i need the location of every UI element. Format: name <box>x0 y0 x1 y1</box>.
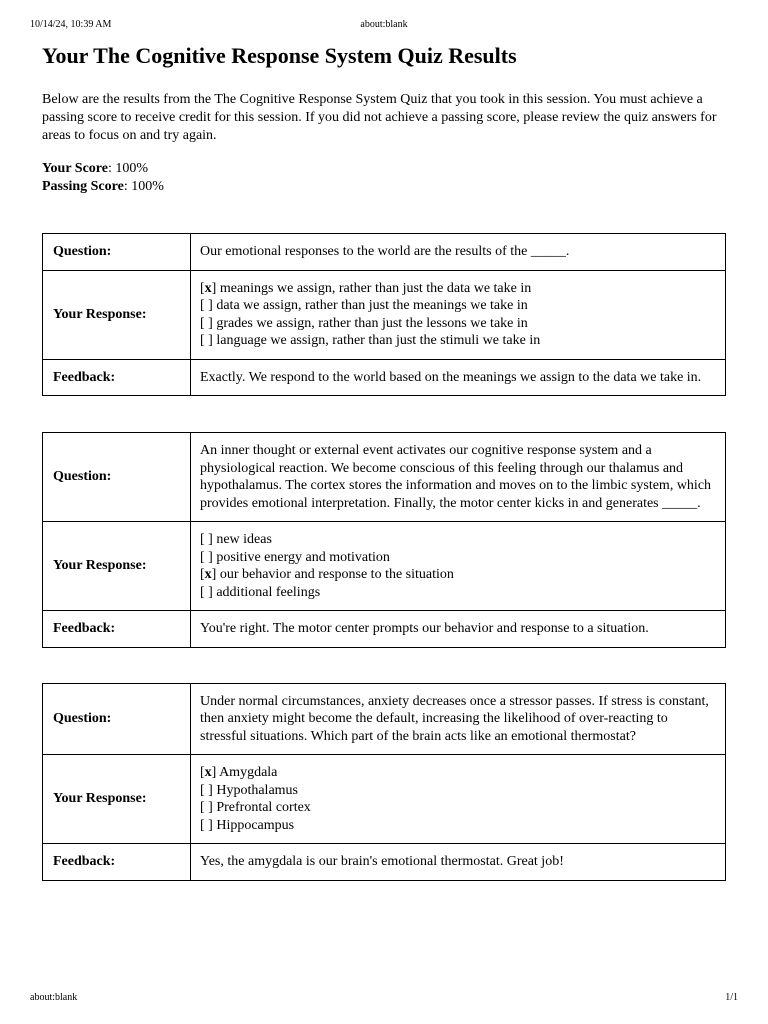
option-text: data we assign, rather than just the meanings we take in <box>212 298 528 313</box>
passing-score <box>42 178 726 196</box>
option-item: [x] meanings we assign, rather than just the data we take in <box>200 280 532 296</box>
passing-score-value: : 100% <box>123 179 164 194</box>
option-text: Hypothalamus <box>212 782 298 798</box>
question-text: Under normal circumstances, anxiety decreases once a stressor passes. If stress is constant, then anxiety might become the default, increasing the likelihood of over-reacting to stressful situations. Which part of the brain acts like an emotional thermostat? <box>191 683 726 755</box>
quiz-results <box>42 41 726 881</box>
feedback-text: Yes, the amygdala is our brain's emotional thermostat. Great job! <box>191 844 726 881</box>
score-summary <box>42 160 726 196</box>
intro-paragraph: Below are the results from the The Cognitive Response System Quiz that you took in this session. You must achieve a passing score to receive credit for this session. If you did not achieve a passing score, please review the quiz answers for areas to focus on and try again. <box>42 92 717 143</box>
option-text: Amygdala <box>216 765 278 780</box>
option-mark <box>205 800 209 815</box>
feedback-row <box>43 611 726 648</box>
option-text: positive energy and motivation <box>212 549 390 565</box>
feedback-label: Feedback: <box>43 844 191 881</box>
footer-url: about:blank <box>30 992 78 1003</box>
option-mark <box>205 550 209 565</box>
option-item: [ ] new ideas <box>200 532 272 547</box>
option-item: [ ] additional feelings <box>200 584 321 600</box>
response-options <box>191 270 726 359</box>
question-row <box>43 433 726 522</box>
question-table-1 <box>42 233 726 396</box>
feedback-text: Exactly. We respond to the world based on the meanings we assign to the data we take in. <box>191 359 726 396</box>
option-text: additional feelings <box>212 584 321 600</box>
option-item: [ ] data we assign, rather than just the meanings we take in <box>200 298 528 313</box>
passing-score-label: Passing Score <box>42 179 124 194</box>
response-row <box>43 270 726 359</box>
your-score-label: Your Score <box>42 161 108 176</box>
option-mark <box>205 532 209 547</box>
feedback-row <box>43 359 726 396</box>
response-label: Your Response: <box>43 755 191 844</box>
option-text: meanings we assign, rather than just the data we take in <box>216 280 532 296</box>
question-row <box>43 683 726 755</box>
response-options <box>191 522 726 611</box>
feedback-text: You're right. The motor center prompts our behavior and response to a situation. <box>191 611 726 648</box>
feedback-label: Feedback: <box>43 611 191 648</box>
print-datetime: 10/14/24, 10:39 AM <box>30 19 112 30</box>
option-mark <box>205 333 209 348</box>
option-item: [x] Amygdala <box>200 765 278 780</box>
option-item: [x] our behavior and response to the situation <box>200 567 454 582</box>
option-text: Hippocampus <box>212 817 295 833</box>
option-item: [ ] positive energy and motivation <box>200 549 390 565</box>
response-options <box>191 755 726 844</box>
option-mark <box>205 818 209 833</box>
feedback-label: Feedback: <box>43 359 191 396</box>
question-row <box>43 234 726 271</box>
print-url: about:blank <box>360 19 408 30</box>
option-mark: x <box>204 280 212 296</box>
option-text: language we assign, rather than just the stimuli we take in <box>212 333 541 348</box>
response-label: Your Response: <box>43 270 191 359</box>
response-row <box>43 522 726 611</box>
option-mark <box>205 316 209 331</box>
option-item: [ ] language we assign, rather than just the stimuli we take in <box>200 333 541 348</box>
option-item: [ ] Prefrontal cortex <box>200 800 311 815</box>
question-table-2 <box>42 432 726 648</box>
option-text: Prefrontal cortex <box>212 800 311 815</box>
option-text: our behavior and response to the situation <box>216 567 454 582</box>
question-label: Question: <box>43 683 191 755</box>
question-label: Question: <box>43 234 191 271</box>
option-item: [ ] Hippocampus <box>200 817 295 833</box>
option-mark <box>205 783 209 798</box>
your-score-value: : 100% <box>107 161 149 176</box>
option-item: [ ] grades we assign, rather than just the lessons we take in <box>200 315 528 331</box>
question-table-3 <box>42 683 726 881</box>
option-text: new ideas <box>212 532 272 547</box>
option-mark <box>205 298 209 313</box>
response-label: Your Response: <box>43 522 191 611</box>
response-row <box>43 755 726 844</box>
option-mark: x <box>204 765 212 780</box>
option-item: [ ] Hypothalamus <box>200 782 298 798</box>
question-label: Question: <box>43 433 191 522</box>
page-number: 1/1 <box>725 992 738 1003</box>
question-text: Our emotional responses to the world are the results of the _____. <box>191 234 726 271</box>
feedback-row <box>43 844 726 881</box>
option-mark <box>205 585 209 600</box>
page-title: Your The Cognitive Response System Quiz Results <box>42 43 517 68</box>
question-text: An inner thought or external event activates our cognitive response system and a physiological reaction. We become conscious of this feeling through our thalamus and hypothalamus. The cortex stores the information and moves on to the limbic system, which provides emotional interpretation. Finally, the motor center kicks in and generates _____. <box>191 433 726 522</box>
option-mark: x <box>204 567 212 582</box>
option-text: grades we assign, rather than just the lessons we take in <box>212 315 528 331</box>
your-score <box>42 160 726 178</box>
